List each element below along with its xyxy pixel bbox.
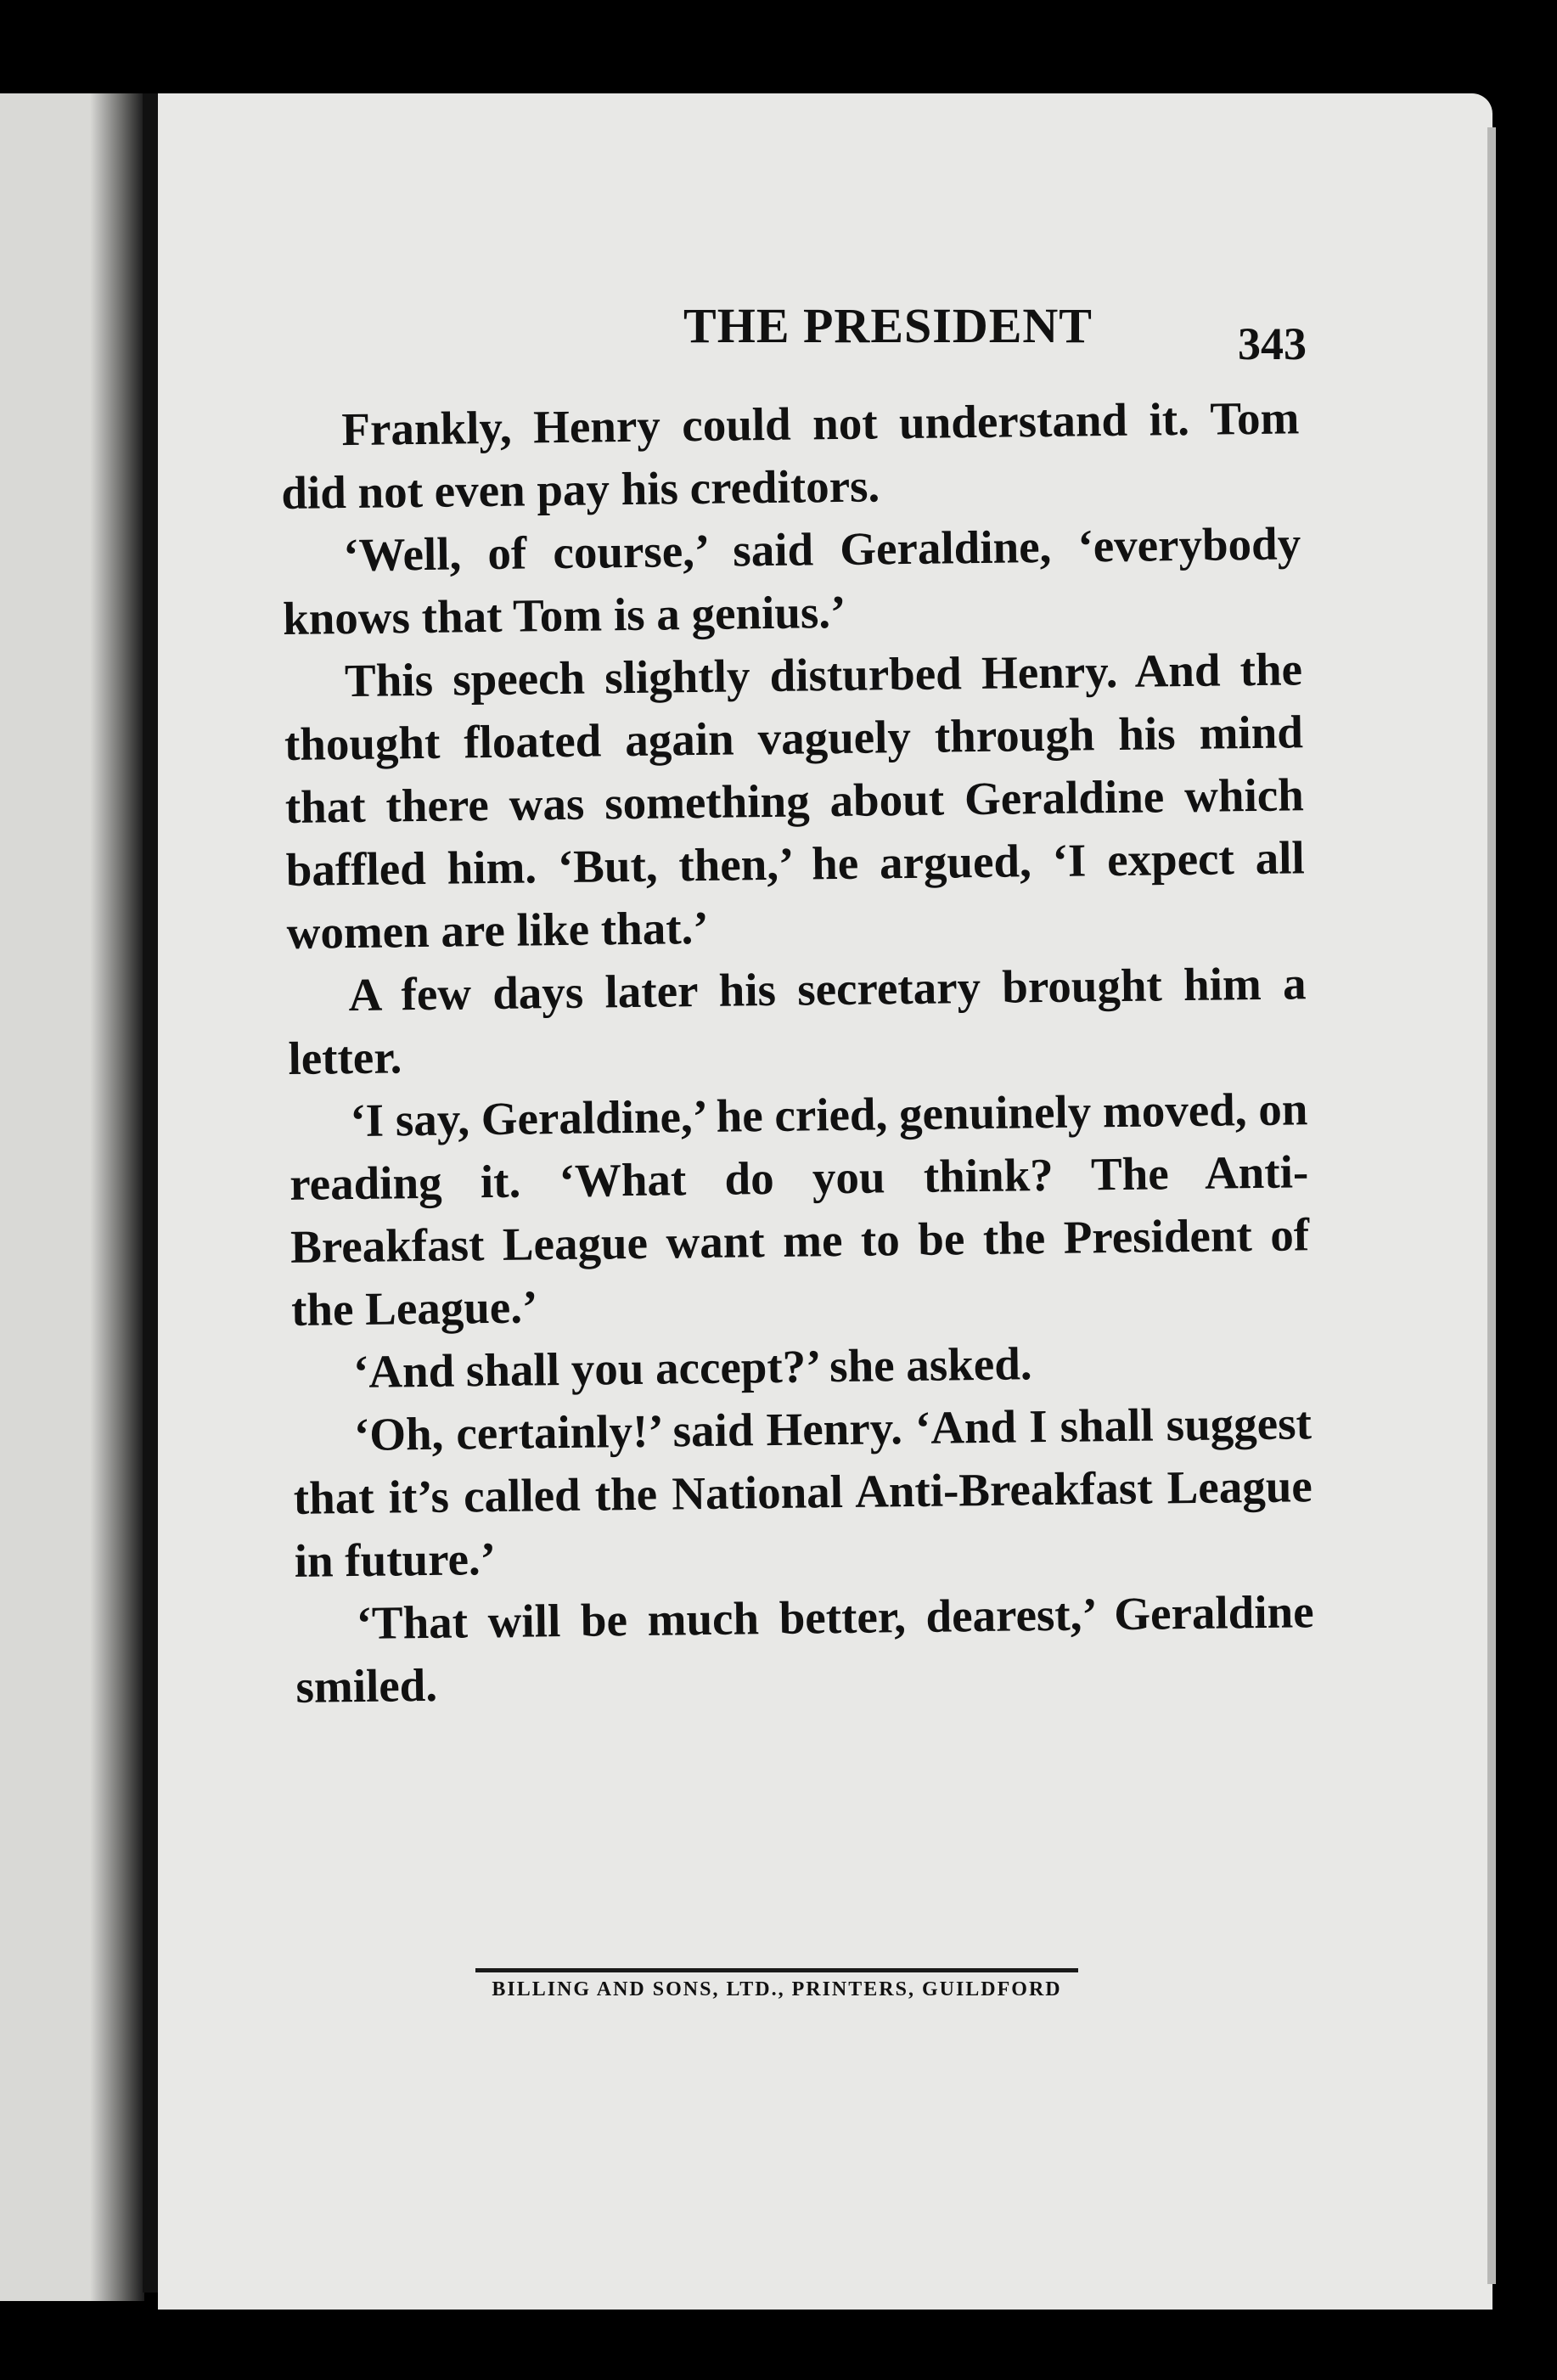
paragraph: ‘That will be much better, dearest,’ Geraldine smiled.: [295, 1585, 1314, 1713]
paragraph: Frankly, Henry could not understand it. Tom did not even pay his creditors.: [280, 391, 1300, 519]
paragraph: ‘Oh, certainly!’ said Henry. ‘And I shall suggest that it’s called the National Anti-Breakfast League in future.’: [293, 1397, 1313, 1587]
footer-rule: [475, 1968, 1078, 1972]
page-number: 343: [1238, 318, 1307, 369]
paragraph: This speech slightly disturbed Henry. And the thought floated again vaguely through his mind that there was something about Geraldine which baffled him. ‘But, then,’ he argued, ‘I expect all women are like that.’: [284, 643, 1306, 959]
paragraph: A few days later his secretary brought him a letter.: [288, 957, 1307, 1084]
page-fore-edge: [1487, 127, 1496, 2284]
paragraph: ‘And shall you accept?’ she asked.: [352, 1337, 1032, 1398]
paragraph: ‘Well, of course,’ said Geraldine, ‘everybody knows that Tom is a genius.’: [282, 517, 1301, 644]
body-text: [280, 386, 1315, 1719]
printer-imprint: BILLING AND SONS, LTD., PRINTERS, GUILDFORD: [492, 1978, 1062, 2000]
running-title: THE PRESIDENT: [683, 298, 1093, 353]
page-header: [158, 297, 1492, 374]
paragraph: ‘I say, Geraldine,’ he cried, genuinely moved, on reading it. ‘What do you think? The Anti-Breakfast League want me to be the President of the League.’: [289, 1083, 1310, 1336]
binding-shadow: [90, 93, 144, 2301]
book-gutter: [143, 93, 158, 2293]
